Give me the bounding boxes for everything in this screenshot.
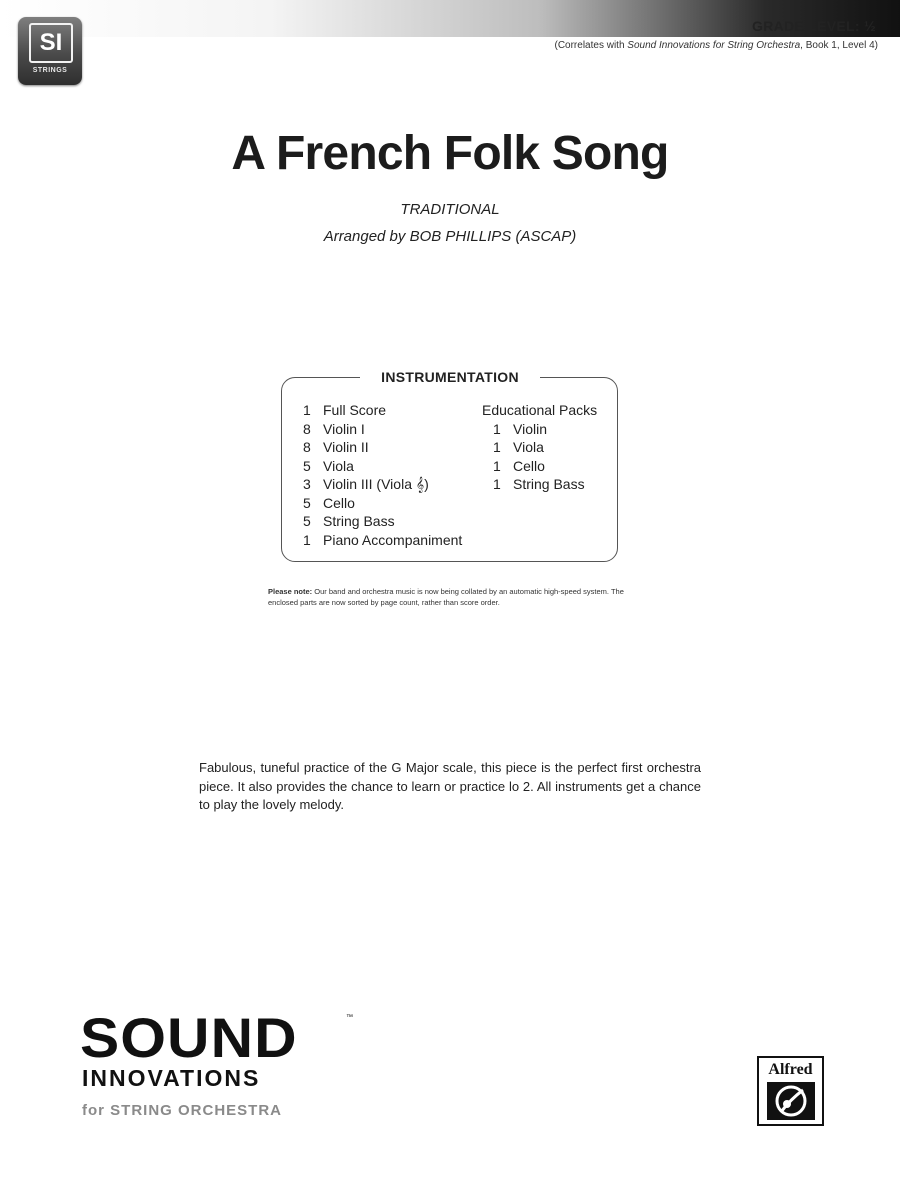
list-item: 8 Violin II (303, 439, 369, 455)
educational-packs-list (493, 420, 585, 494)
alfred-publisher-logo (757, 1056, 824, 1126)
collation-note: Please note: Our band and orchestra music is now being collated by an automatic high-speed system. The enclosed parts are now sorted by page count, rather than score order. (268, 587, 624, 607)
page-title: A French Folk Song (231, 127, 669, 180)
grade-level: GRADE LEVEL: ½ (752, 18, 876, 34)
composer: TRADITIONAL (400, 201, 500, 218)
list-item: 1 Viola (493, 439, 544, 455)
piece-description: Fabulous, tuneful practice of the G Major scale, this piece is the perfect first orchestra piece. It also provides the chance to learn or practice lo 2. All instruments get a chance to play the lovely melody. (199, 760, 701, 812)
note-label: Please note: (268, 587, 313, 596)
list-item: 5 Cello (303, 494, 355, 511)
list-item: 8 Violin I (303, 420, 365, 437)
list-item: 3 Violin III (Viola 𝄞) (303, 476, 429, 492)
logo-innovations-word: INNOVATIONS (82, 1065, 261, 1091)
arranger: Arranged by BOB PHILLIPS (ASCAP) (323, 228, 577, 245)
si-logo-mark: SI (29, 23, 73, 63)
list-item: 1 String Bass (493, 476, 585, 492)
si-strings-logo (18, 17, 82, 85)
instrumentation-list (303, 401, 462, 549)
list-item: 1 Violin (493, 420, 547, 437)
sound-innovations-logo (80, 1006, 360, 1125)
trademark-symbol: ™ (346, 1014, 353, 1021)
logo-for-string-orchestra: for STRING ORCHESTRA (82, 1102, 282, 1119)
si-logo-subtitle: STRINGS (32, 67, 68, 74)
alfred-music-emblem-icon (767, 1082, 815, 1120)
alfred-wordmark: Alfred (768, 1061, 813, 1078)
educational-packs-heading: Educational Packs (482, 402, 598, 418)
correlates-book-title: Sound Innovations for String Orchestra (627, 40, 801, 51)
list-item: 1 Full Score (303, 402, 387, 418)
instrumentation-heading: INSTRUMENTATION (360, 369, 540, 385)
correlates-note: (Correlates with Sound Innovations for String Orchestra, Book 1, Level 4) (554, 40, 878, 51)
list-item: 1 Piano Accompaniment (303, 531, 463, 548)
logo-sound-word: SOUND (80, 1006, 298, 1069)
list-item: 5 Viola (303, 457, 354, 474)
list-item: 1 Cello (493, 457, 545, 474)
list-item: 5 String Bass (303, 513, 395, 529)
